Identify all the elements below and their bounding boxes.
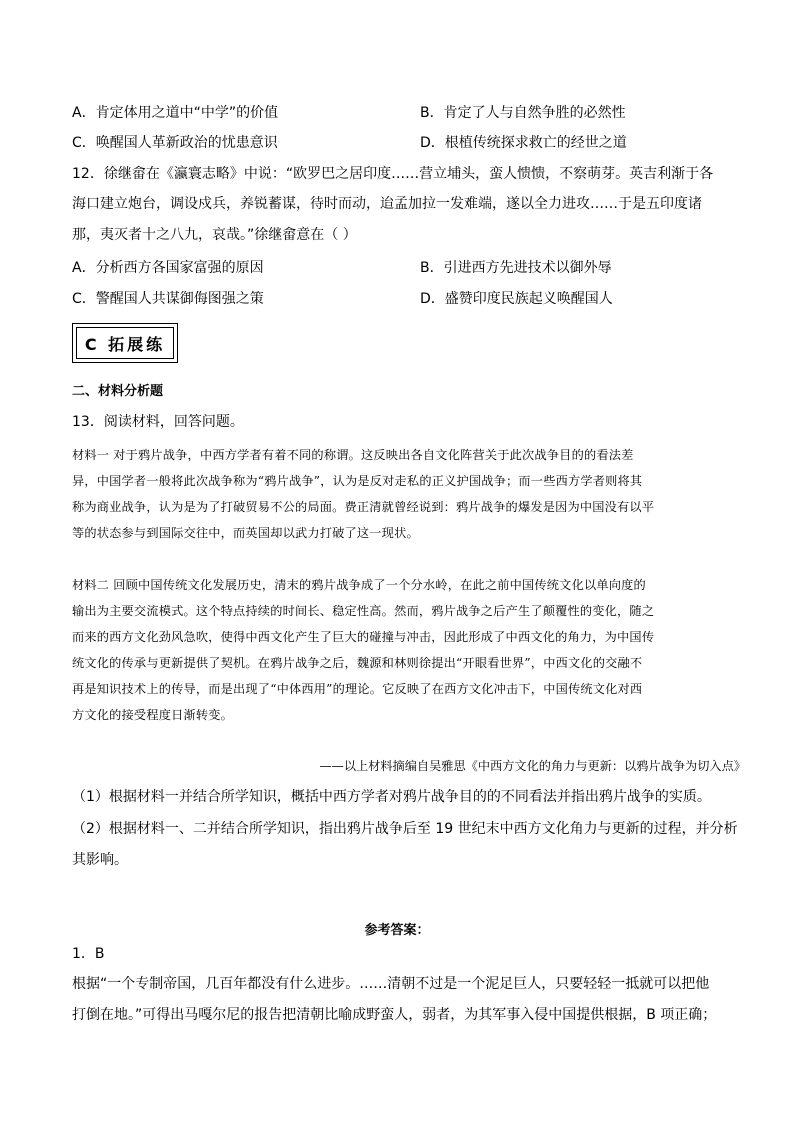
material-2-line: 方文化的接受程度日渐转变。 [72,708,234,722]
material-source: ——以上材料摘编自吴雅思《中西方文化的角力与更新：以鸦片战争为切入点》 [319,759,746,773]
material-1-line: 材料一 对于鸦片战争，中西方学者有着不同的称谓。这反映出各自文化阵营关于此次战争目的的看法差 [72,448,634,462]
answer-1-explanation-line-1: 根据“一个专制帝国，几百年都没有什么进步。……清朝不过是一个泥足巨人，只要轻轻一抵就可以把他 [72,976,710,992]
answer-1-explanation-line-2: 打倒在地。”可得出马嘎尔尼的报告把清朝比喻成野蛮人，弱者，为其军事入侵中国提供根据，B 项正确； [72,1007,717,1023]
material-2 [72,572,722,728]
q13-title: 13．阅读材料，回答问题。 [72,414,244,430]
q13-sub-question-2-line-1: （2）根据材料一、二并结合所学知识，指出鸦片战争后至 19 世纪末中西方文化角力与更新的过程，并分析 [72,821,738,837]
section-badge-label: C 拓展练 [76,327,174,359]
material-2-line: 而来的西方文化劲风急吹，使得中西文化产生了巨大的碰撞与冲击，因此形成了中西文化的角力，为中国传 [72,630,655,644]
q11-option-d: D．根植传统探求救亡的经世之道 [420,135,627,151]
q13-sub-question-2-line-2: 其影响。 [72,852,128,868]
q12-stem-line-3: 那，夷灭者十之八九，哀哉。”徐继畲意在（ ） [72,227,357,243]
section-2-title: 二、材料分析题 [72,384,164,399]
q11-option-a: A．肯定体用之道中“中学”的价值 [72,105,279,121]
material-1-line: 异，中国学者一般将此次战争称为“鸦片战争”，认为是反对走私的正义护国战争；而一些西方学者则将其 [72,474,643,488]
q11-option-row-2 [72,134,627,152]
material-1-line: 等的状态参与到国际交往中，而英国却以武力打破了这一现状。 [72,526,419,540]
q12-option-d: D．盛赞印度民族起义唤醒国人 [420,291,613,307]
answer-title: 参考答案： [364,923,430,938]
section-badge [72,323,178,363]
q12-option-b: B．引进西方先进技术以御外辱 [420,260,612,276]
material-1-line: 称为商业战争，认为是为了打破贸易不公的局面。费正清就曾经说到：鸦片战争的爆发是因为中国没有以平 [72,500,655,514]
material-2-line: 输出为主要交流模式。这个特点持续的时间长、稳定性高。然而，鸦片战争之后产生了颠覆性的变化，随之 [72,604,655,618]
q12-option-row-2 [72,290,613,308]
material-2-line: 统文化的传承与更新提供了契机。在鸦片战争之后，魏源和林则徐提出“开眼看世界”，中西文化的交融不 [72,656,643,670]
material-2-line: 材料二 回顾中国传统文化发展历史，清末的鸦片战争成了一个分水岭，在此之前中国传统文化以单向度的 [72,578,646,592]
q12-stem-line-1: 12．徐继畲在《瀛寰志略》中说：“欧罗巴之居印度……营立埔头，蛮人愦愦，不察萌芽。英吉利渐于各 [72,166,714,182]
answer-1: 1．B [72,946,105,962]
q12-stem-line-2: 海口建立炮台，调设戍兵，养锐蓄谋，待时而动，迨孟加拉一发难端，遂以全力进攻……于是五印度诸 [72,196,702,212]
q11-option-b: B．肯定了人与自然争胜的必然性 [420,105,626,121]
material-1 [72,442,722,546]
q12-option-c: C．警醒国人共谋御侮图强之策 [72,291,264,307]
q13-sub-question-1: （1）根据材料一并结合所学知识，概括中西方学者对鸦片战争目的的不同看法并指出鸦片战争的实质。 [72,789,711,805]
q11-option-c: C．唤醒国人革新政治的忧患意识 [72,135,278,151]
q12-option-row-1 [72,259,612,277]
material-2-line: 再是知识技术上的传导，而是出现了“中体西用”的理论。它反映了在西方文化冲击下，中国传统文化对西 [72,682,643,696]
q12-option-a: A．分析西方各国家富强的原因 [72,260,264,276]
q11-option-row-1 [72,104,626,122]
